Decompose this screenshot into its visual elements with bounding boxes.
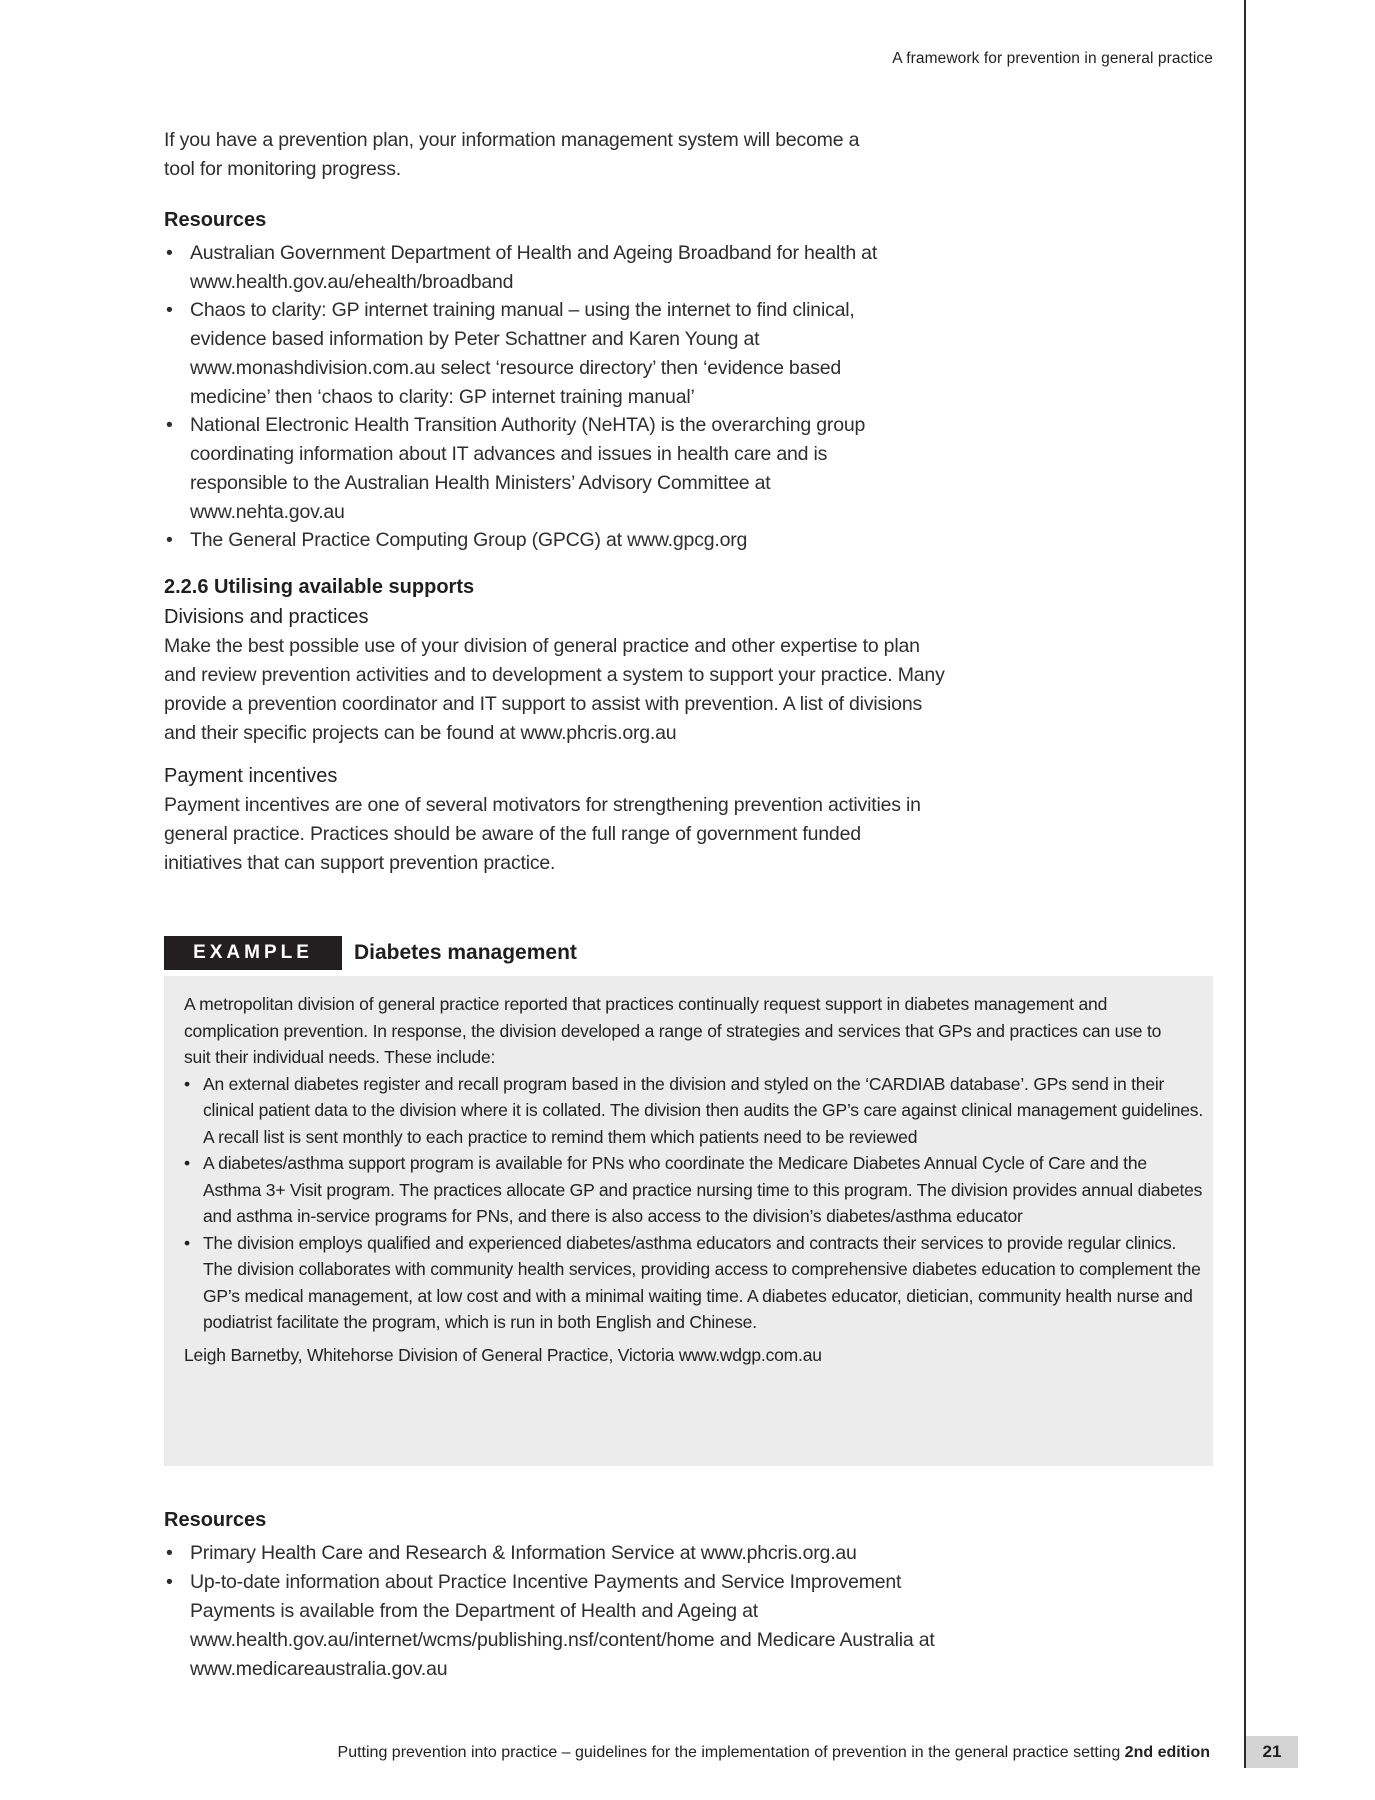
list-item: • Chaos to clarity: GP internet training manual – using the internet to find clinical, evidence based information by Peter Schattner and Karen Young at www.monashdivision.com.au select ‘resource directory’ then ‘evidence based medicine’ then ‘chaos to clarity: GP internet training manual’ <box>164 296 924 412</box>
list-item: • The General Practice Computing Group (GPCG) at www.gpcg.org <box>164 526 924 555</box>
resources-heading: Resources <box>164 1509 267 1531</box>
bullet-icon: • <box>184 1232 190 1253</box>
example-box <box>164 976 1213 1466</box>
example-credit: Leigh Barnetby, Whitehorse Division of General Practice, Victoria www.wdgp.com.au <box>184 1344 822 1365</box>
list-item: • An external diabetes register and recall program based in the division and styled on the ‘CARDIAB database’. GPs send in their clinical patient data to the division where it is collated. The division then audits the GP’s care against clinical management guidelines. A recall list is sent monthly to each practice to remind them which patients need to be reviewed <box>184 1071 1204 1151</box>
payment-paragraph: Payment incentives are one of several motivators for strengthening prevention activities in general practice. Practices should be aware of the full range of government funded initiatives that can support prevention practice. <box>164 794 921 874</box>
intro-paragraph: If you have a prevention plan, your information management system will become a tool for monitoring progress. <box>164 129 860 180</box>
example-title: Diabetes management <box>354 941 577 964</box>
footer-edition: 2nd edition <box>1124 1744 1210 1761</box>
running-head: A framework for prevention in general practice <box>892 50 1213 67</box>
section-heading: 2.2.6 Utilising available supports <box>164 576 475 598</box>
resources-heading: Resources <box>164 209 267 231</box>
page-footer <box>338 1737 1210 1769</box>
subheading-payment: Payment incentives <box>164 765 338 787</box>
list-item: • A diabetes/asthma support program is available for PNs who coordinate the Medicare Diabetes Annual Cycle of Care and the Asthma 3+ Visit program. The practices allocate GP and practice nursing time to this program. The division provides annual diabetes and asthma in-service programs for PNs, and there is also access to the division’s diabetes/asthma educator <box>184 1150 1204 1230</box>
example-intro: A metropolitan division of general practice reported that practices continually request support in diabetes management and complication prevention. In response, the division developed a range of strategies and services that GPs and practices can use to suit their individual needs. These include: <box>184 994 1162 1067</box>
bullet-icon: • <box>166 529 173 551</box>
bullet-icon: • <box>166 242 173 264</box>
example-tag: EXAMPLE <box>164 936 342 970</box>
list-item: • Primary Health Care and Research & Information Service at www.phcris.org.au <box>164 1539 964 1568</box>
bullet-icon: • <box>166 1542 173 1564</box>
bullet-icon: • <box>184 1153 190 1173</box>
main-content <box>164 126 1064 878</box>
resources-section-2 <box>164 1506 1064 1684</box>
bullet-icon: • <box>166 1571 173 1593</box>
bullet-icon: • <box>184 1073 190 1094</box>
list-item: • The division employs qualified and experienced diabetes/asthma educators and contracts their services to provide regular clinics. The division collaborates with community health services, providing access to comprehensive diabetes education to complement the GP’s medical management, at low cost and with a minimal waiting time. A diabetes educator, dietician, community health nurse and podiatrist facilitate the program, which is run in both English and Chinese. <box>184 1230 1204 1336</box>
bullet-icon: • <box>166 414 173 436</box>
list-item: • Up-to-date information about Practice Incentive Payments and Service Improvement Payments is available from the Department of Health and Ageing at www.health.gov.au/internet/wcms/publishing.nsf/content/home and Medicare Australia at www.medicareaustralia.gov.au <box>164 1568 964 1684</box>
list-item: • Australian Government Department of Health and Ageing Broadband for health at www.health.gov.au/ehealth/broadband <box>164 239 924 297</box>
subheading-divisions: Divisions and practices <box>164 606 369 628</box>
resources-list <box>164 1539 964 1684</box>
example-list <box>184 1071 1204 1336</box>
page-number: 21 <box>1246 1736 1298 1768</box>
footer-title: Putting prevention into practice – guidelines for the implementation of prevention in the general practice setting <box>337 1744 1125 1761</box>
example-header <box>164 936 577 970</box>
page-margin-rule <box>1244 0 1246 1768</box>
divisions-paragraph: Make the best possible use of your division of general practice and other expertise to plan and review prevention activities and to development a system to support your practice. Many provide a prevention coordinator and IT support to assist with prevention. A list of divisions and their specific projects can be found at www.phcris.org.au <box>164 635 945 744</box>
resources-list <box>164 239 924 555</box>
list-item: • National Electronic Health Transition Authority (NeHTA) is the overarching group coordinating information about IT advances and issues in health care and is responsible to the Australian Health Ministers’ Advisory Committee at www.nehta.gov.au <box>164 411 924 527</box>
bullet-icon: • <box>166 299 173 321</box>
